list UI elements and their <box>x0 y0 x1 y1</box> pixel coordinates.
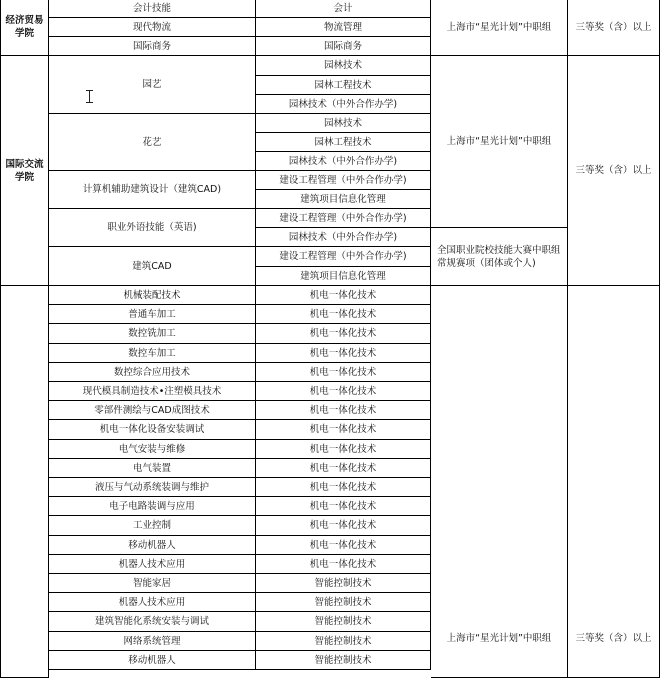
major-cell[interactable]: 园林技术（中外合作办学) <box>256 95 431 114</box>
skill-cell[interactable]: 网络系统管理 <box>49 632 256 651</box>
major-cell[interactable]: 机电一体化技术 <box>256 536 431 555</box>
skill-cell[interactable]: 国际商务 <box>49 37 256 56</box>
major-cell[interactable]: 机电一体化技术 <box>256 555 431 574</box>
major-cell[interactable]: 智能控制技术 <box>256 593 431 612</box>
major-cell[interactable]: 智能控制技术 <box>256 574 431 593</box>
award-cell[interactable]: 三等奖（含）以上 <box>568 286 660 678</box>
major-cell[interactable]: 会计 <box>256 0 431 18</box>
dept-econ[interactable]: 经济贸易学院 <box>0 0 49 56</box>
major-cell[interactable]: 园林技术（中外合作办学) <box>256 228 431 247</box>
major-cell[interactable]: 建设工程管理（中外合作办学) <box>256 209 431 228</box>
major-cell[interactable]: 园林技术（中外合作办学) <box>256 152 431 171</box>
skill-cell[interactable]: 数控车加工 <box>49 344 256 363</box>
major-cell[interactable]: 园林工程技术 <box>256 76 431 95</box>
skill-cell[interactable]: 液压与气动系统装调与维护 <box>49 478 256 497</box>
skill-cell[interactable]: 机械装配技术 <box>49 286 256 305</box>
skill-cell[interactable]: 会计技能 <box>49 0 256 18</box>
major-cell[interactable]: 国际商务 <box>256 37 431 56</box>
major-cell[interactable]: 建设工程管理（中外合作办学) <box>256 171 431 190</box>
major-cell[interactable]: 智能控制技术 <box>256 651 431 670</box>
major-cell[interactable]: 园林技术 <box>256 114 431 133</box>
skill-cell[interactable]: 现代物流 <box>49 18 256 37</box>
skill-cell-arch-cad[interactable]: 建筑CAD <box>49 247 256 286</box>
skill-cell[interactable]: 建筑智能化系统安装与调试 <box>49 612 256 632</box>
competition-cell[interactable]: 上海市“星光计划”中职组 <box>431 56 568 228</box>
skill-cell[interactable]: 机器人技术应用 <box>49 593 256 612</box>
text-cursor-icon <box>86 90 94 103</box>
major-cell[interactable]: 机电一体化技术 <box>256 363 431 382</box>
skill-cell[interactable]: 数控铣加工 <box>49 324 256 344</box>
dept-intl[interactable]: 国际交流学院 <box>0 56 49 286</box>
skill-cell[interactable]: 工业控制 <box>49 516 256 536</box>
skill-cell-foreign-language[interactable]: 职业外语技能（英语) <box>49 209 256 247</box>
competition-cell[interactable]: 上海市“星光计划”中职组 <box>431 286 568 678</box>
major-cell[interactable]: 园林技术 <box>256 56 431 76</box>
major-cell[interactable]: 机电一体化技术 <box>256 286 431 305</box>
skill-cell[interactable]: 电子电路装调与应用 <box>49 497 256 516</box>
skill-cell[interactable]: 移动机器人 <box>49 536 256 555</box>
skill-cell[interactable]: 电气安装与维修 <box>49 440 256 459</box>
competition-cell[interactable]: 上海市“星光计划”中职组 <box>431 0 568 56</box>
dept-mech[interactable] <box>0 286 49 678</box>
major-cell[interactable]: 建筑项目信息化管理 <box>256 267 431 286</box>
major-cell[interactable]: 建筑项目信息化管理 <box>256 190 431 209</box>
skill-cell[interactable]: 智能家居 <box>49 574 256 593</box>
major-cell[interactable]: 机电一体化技术 <box>256 459 431 478</box>
major-cell[interactable]: 机电一体化技术 <box>256 420 431 440</box>
major-cell[interactable]: 智能控制技术 <box>256 632 431 651</box>
major-cell[interactable]: 园林工程技术 <box>256 133 431 152</box>
major-cell[interactable]: 智能控制技术 <box>256 612 431 632</box>
skill-cell[interactable]: 普通车加工 <box>49 305 256 324</box>
major-cell[interactable]: 机电一体化技术 <box>256 344 431 363</box>
skill-cell[interactable]: 数控综合应用技术 <box>49 363 256 382</box>
skill-cell[interactable]: 电气装置 <box>49 459 256 478</box>
major-cell[interactable]: 机电一体化技术 <box>256 516 431 536</box>
skill-cell[interactable]: 机器人技术应用 <box>49 555 256 574</box>
skill-cell[interactable]: 现代模具制造技术•注塑模具技术 <box>49 382 256 401</box>
major-cell[interactable]: 机电一体化技术 <box>256 305 431 324</box>
major-cell[interactable]: 机电一体化技术 <box>256 478 431 497</box>
major-cell[interactable]: 建设工程管理（中外合作办学) <box>256 247 431 267</box>
major-cell[interactable]: 机电一体化技术 <box>256 440 431 459</box>
skill-cell[interactable]: 机电一体化设备安装调试 <box>49 420 256 440</box>
skill-cell-cad-design[interactable]: 计算机辅助建筑设计（建筑CAD) <box>49 171 256 209</box>
skill-cell[interactable]: 零部件测绘与CAD成图技术 <box>49 401 256 420</box>
major-cell[interactable]: 物流管理 <box>256 18 431 37</box>
award-cell[interactable]: 三等奖（含）以上 <box>568 0 660 56</box>
skill-cell-horticulture[interactable]: 园艺 <box>49 56 256 114</box>
competition-cell-national[interactable]: 全国职业院校技能大赛中职组常规赛项（团体或个人) <box>431 228 568 286</box>
skill-cell[interactable]: 移动机器人 <box>49 651 256 670</box>
major-cell[interactable]: 机电一体化技术 <box>256 401 431 420</box>
award-cell[interactable]: 三等奖（含）以上 <box>568 56 660 286</box>
major-cell[interactable]: 机电一体化技术 <box>256 324 431 344</box>
skill-cell-floristry[interactable]: 花艺 <box>49 114 256 171</box>
major-cell[interactable]: 机电一体化技术 <box>256 497 431 516</box>
major-cell[interactable]: 机电一体化技术 <box>256 382 431 401</box>
